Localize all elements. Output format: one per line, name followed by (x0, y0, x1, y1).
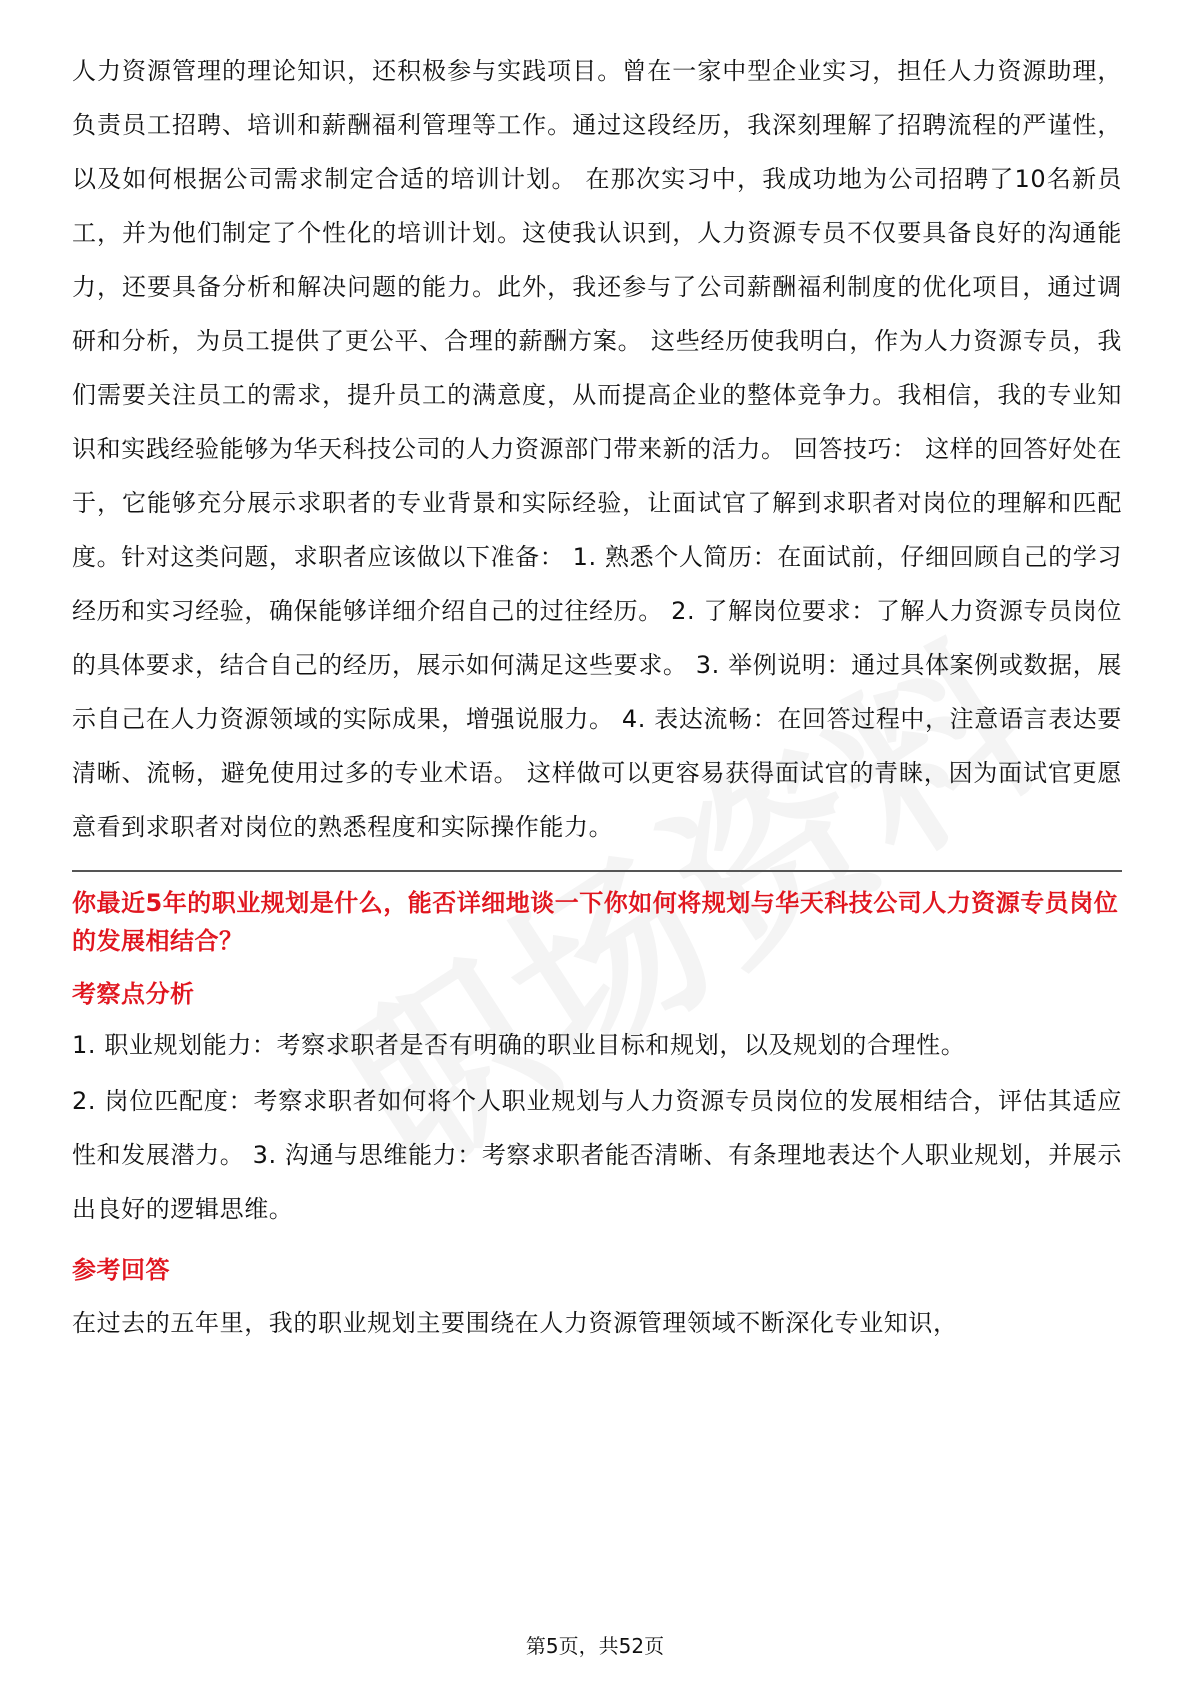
answer-heading: 参考回答 (72, 1256, 170, 1284)
interview-question: 你最近5年的职业规划是什么，能否详细地谈一下你如何将规划与华天科技公司人力资源专员岗位的发展相结合？ (72, 889, 1119, 955)
analysis-heading: 考察点分析 (72, 980, 195, 1008)
page-content (72, 44, 1122, 1350)
body-paragraph: 人力资源管理的理论知识，还积极参与实践项目。曾在一家中型企业实习，担任人力资源助理，负责员工招聘、培训和薪酬福利管理等工作。通过这段经历，我深刻理解了招聘流程的严谨性，以及如何根据公司需求制定合适的培训计划。 在那次实习中，我成功地为公司招聘了10名新员工，并为他们制定了个性化的培训计划。这使我认识到，人力资源专员不仅要具备良好的沟通能力，还要具备分析和解决问题的能力。此外，我还参与了公司薪酬福利制度的优化项目，通过调研和分析，为员工提供了更公平、合理的薪酬方案。 这些经历使我明白，作为人力资源专员，我们需要关注员工的需求，提升员工的满意度，从而提高企业的整体竞争力。我相信，我的专业知识和实践经验能够为华天科技公司的人力资源部门带来新的活力。 回答技巧： 这样的回答好处在于，它能够充分展示求职者的专业背景和实际经验，让面试官了解到求职者对岗位的理解和匹配度。针对这类问题，求职者应该做以下准备： 1. 熟悉个人简历：在面试前，仔细回顾自己的学习经历和实习经验，确保能够详细介绍自己的过往经历。 2. 了解岗位要求：了解人力资源专员岗位的具体要求，结合自己的经历，展示如何满足这些要求。 3. 举例说明：通过具体案例或数据，展示自己在人力资源领域的实际成果，增强说服力。 4. 表达流畅：在回答过程中，注意语言表达要清晰、流畅，避免使用过多的专业术语。 这样做可以更容易获得面试官的青睐，因为面试官更愿意看到求职者对岗位的熟悉程度和实际操作能力。 (72, 57, 1122, 841)
section-divider (72, 870, 1122, 872)
answer-text: 在过去的五年里，我的职业规划主要围绕在人力资源管理领域不断深化专业知识， (72, 1309, 958, 1337)
page-number-footer: 第5页，共52页 (525, 1634, 665, 1658)
analysis-line-1: 1. 职业规划能力：考察求职者是否有明确的职业目标和规划，以及规划的合理性。 (72, 1031, 966, 1059)
analysis-line-2: 2. 岗位匹配度：考察求职者如何将个人职业规划与人力资源专员岗位的发展相结合，评估其适应性和发展潜力。 3. 沟通与思维能力：考察求职者能否清晰、有条理地表达个人职业规划，并展示出良好的逻辑思维。 (72, 1087, 1122, 1223)
